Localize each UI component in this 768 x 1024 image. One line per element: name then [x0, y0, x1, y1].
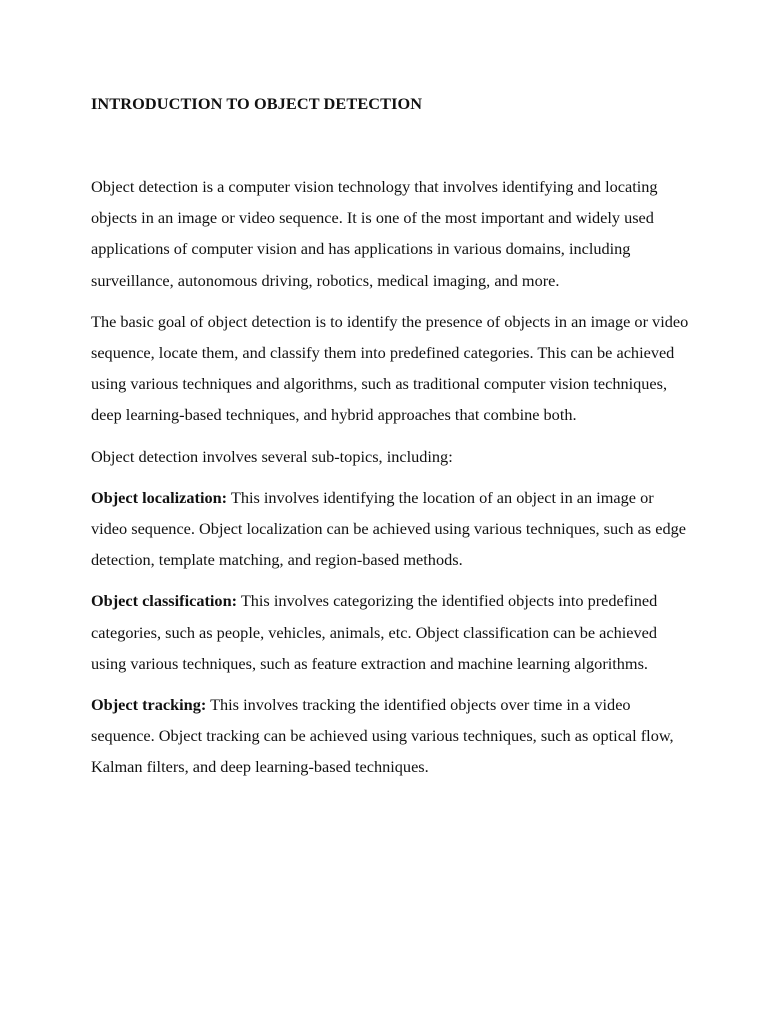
subtopic-term: Object localization:: [91, 487, 228, 507]
subtopic-description: This involves categorizing the identified objects into predefined categories, such as people, vehicles, animals, etc. Object classification can be achieved using various techniques, such as feature extraction and machine learning algorithms.: [91, 591, 658, 673]
subtopic-localization: [91, 482, 691, 576]
subtopic-description: This involves identifying the location of an object in an image or video sequence. Object localization can be achieved using various techniques, such as edge detection, template matching, and region-based methods.: [91, 487, 686, 570]
subtopic-classification: [91, 585, 691, 679]
subtopics-intro-paragraph: Object detection involves several sub-topics, including:: [91, 446, 453, 466]
document-body: [91, 171, 691, 793]
subtopic-tracking: [91, 689, 691, 783]
subtopic-term: Object classification:: [91, 591, 238, 611]
intro-paragraph: Object detection is a computer vision technology that involves identifying and locating objects in an image or video sequence. It is one of the most important and widely used applications of computer vision and has applications in various domains, including surveillance, autonomous driving, robotics, medical imaging, and more.: [91, 177, 658, 290]
document-title: INTRODUCTION TO OBJECT DETECTION: [91, 94, 423, 113]
subtopic-term: Object tracking:: [91, 695, 207, 715]
goal-paragraph: The basic goal of object detection is to identify the presence of objects in an image or video sequence, locate them, and classify them into predefined categories. This can be achieved using various techniques and algorithms, such as traditional computer vision techniques, deep learning-based techniques, and hybrid approaches that combine both.: [91, 311, 689, 425]
subtopic-description: This involves tracking the identified objects over time in a video sequence. Object tracking can be achieved using various techniques, such as optical flow, Kalman filters, and deep learning-based techniques.: [91, 695, 674, 777]
